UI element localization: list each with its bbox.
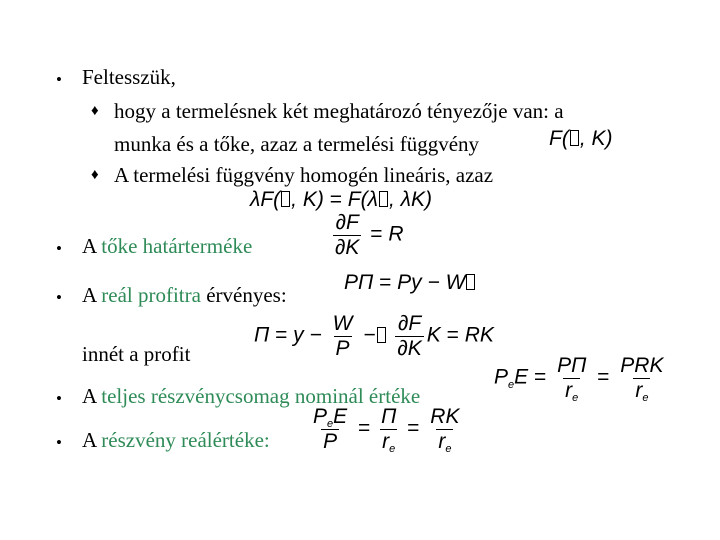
bullet-text-nominal-value: A teljes részvénycsomag nominál értéke [82,384,421,408]
placeholder-glyph [281,191,290,207]
bullet-text-real-value: A részvény reálértéke: [82,428,270,452]
diamond-marker: ♦ [91,167,99,183]
sub-bullet-text-factors-line1: hogy a termelésnek két meghatározó tényezője van: a [114,99,564,123]
placeholder-glyph [466,274,475,290]
placeholder-glyph [570,130,579,146]
bullet-marker: • [56,288,62,307]
bullet-text-capital-marginal-product: A tőke határterméke [82,234,253,258]
text-profit-intro: innét a profit [82,342,191,366]
bullet-marker: • [56,389,62,408]
placeholder-glyph [379,191,388,207]
formula-production-function: F( , K) [549,127,613,150]
formula-real-value: $\frac{\text{PeE}}{P}$ = $\frac{\Pi}{re}$ = $\frac{RK}{re}$ [313,405,460,455]
formula-nominal-profit: PΠ = Py − W [344,272,476,293]
bullet-marker: • [56,239,62,258]
bullet-text-real-profit: A reál profitra érvényes: [82,283,287,307]
bullet-text-assumption: Feltesszük, [82,65,176,89]
formula-marginal-product: $\frac{\partial F}{\partial K}$ = R [335,211,404,259]
bullet-marker: • [56,433,62,452]
bullet-marker: • [56,70,62,89]
placeholder-glyph [377,327,386,343]
formula-homogeneity: λF( , K) = F(λ , λK) [250,188,432,211]
sub-bullet-text-factors-line2: munka és a tőke, azaz a termelési függvény [114,132,480,156]
diamond-marker: ♦ [91,103,99,119]
formula-profit: Π = y − $\frac{W}{P}$ − $\frac{\partial F}{\partial K}$ K = RK [254,312,494,360]
sub-bullet-text-homogeneous: A termelési függvény homogén lineáris, azaz [114,163,494,187]
formula-nominal-value: PeE = $\frac{P\Pi}{re}$ = $\frac{\text{PRK}}{re}$ [494,354,664,404]
